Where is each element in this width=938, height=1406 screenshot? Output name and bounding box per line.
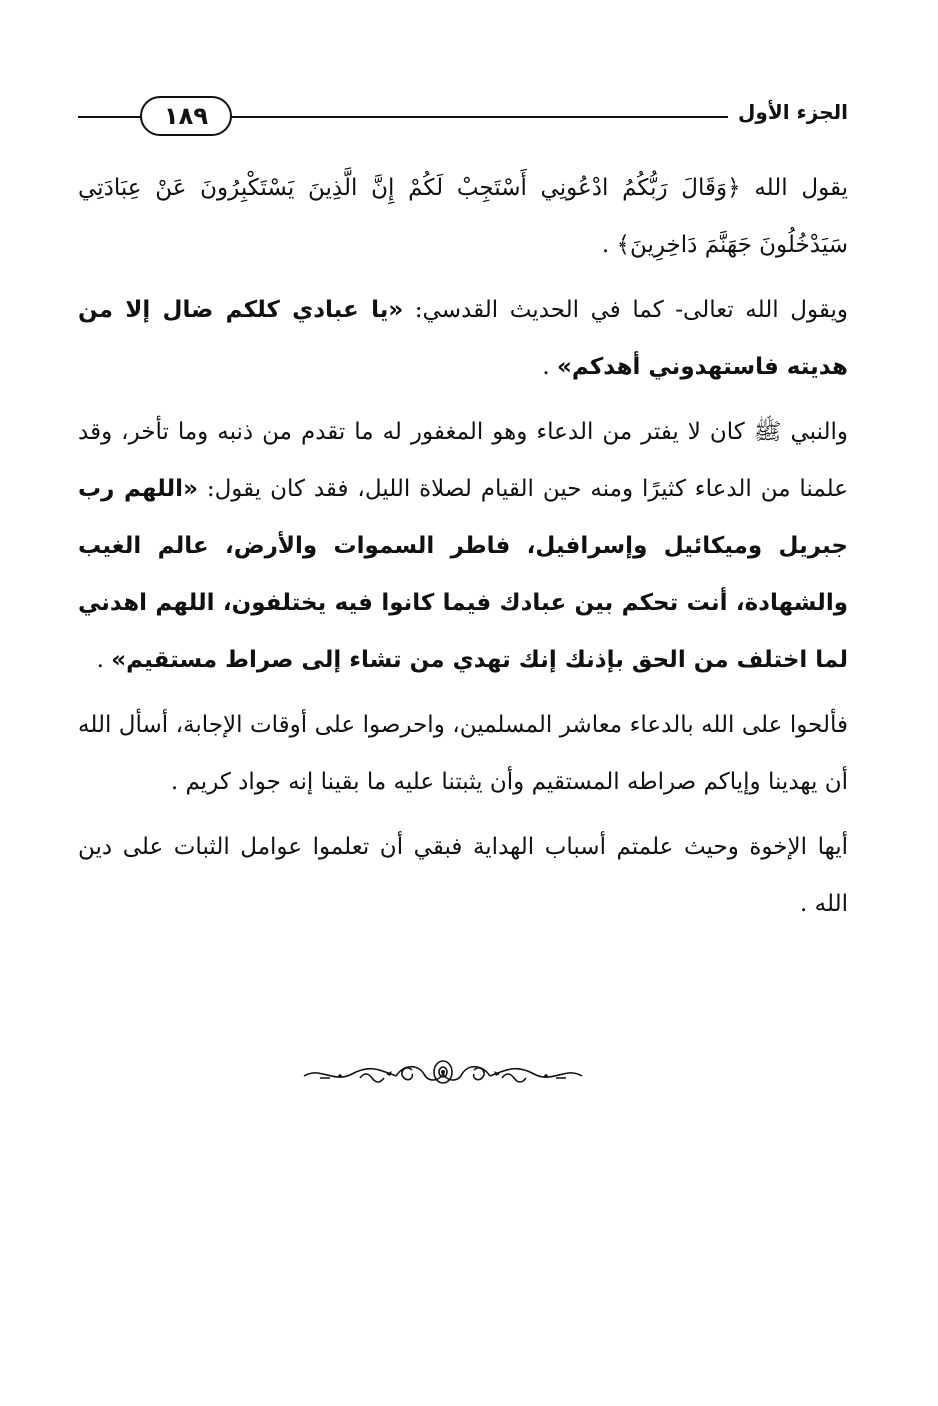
page-number: ١٨٩ [164,102,208,130]
verse-intro: يقول الله [740,175,848,201]
paragraph-exhortation: فألحوا على الله بالدعاء معاشر المسلمين، واحرصوا على أوقات الإجابة، أسأل الله أن يهدينا وإياكم صراطه المستقيم وأن يثبتنا عليه ما بقينا إنه جواد كريم . [78,712,848,795]
paragraph-prophet-dua [78,404,848,689]
decorative-flourish-icon [300,1056,586,1092]
hadith-intro: ويقول الله تعالى- كما في الحديث القدسي: [403,297,848,323]
dua-end: . [96,647,112,673]
dua-quote: «اللهم رب جبريل وميكائيل وإسرافيل، فاطر السموات والأرض، عالم الغيب والشهادة، أنت تحكم بين عبادك فيما كانوا فيه يختلفون، اللهم اهدني لما اختلف من الحق بإذنك إنك تهدي من تشاء إلى صراط مستقيم» [78,476,848,673]
hadith-qudsi-quote: «يا عبادي كلكم ضال إلا من هديته فاستهدوني أهدكم» [78,297,848,380]
paragraph-hadith-qudsi [78,282,848,396]
paragraph-steadfastness: أيها الإخوة وحيث علمتم أسباب الهداية فبقي أن تعلموا عوامل الثبات على دين الله . [78,834,848,917]
verse-end: . [601,232,617,258]
page-header [78,92,848,138]
hadith-end: . [542,354,558,380]
body-text [78,160,848,941]
page-number-frame [140,96,232,136]
running-head: الجزء الأول [728,92,848,132]
quran-verse: ﴿وَقَالَ رَبُّكُمُ ادْعُونِي أَسْتَجِبْ لَكُمْ إِنَّ الَّذِينَ يَسْتَكْبِرُونَ عَنْ عِبَادَتِي سَيَدْخُلُونَ جَهَنَّمَ دَاخِرِينَ﴾ [78,175,848,258]
dua-intro: والنبي ﷺ كان لا يفتر من الدعاء وهو المغفور له ما تقدم من ذنبه وما تأخر، وقد علمنا من الدعاء كثيرًا ومنه حين القيام لصلاة الليل، فقد كان يقول: [78,419,848,502]
paragraph-verse [78,160,848,274]
